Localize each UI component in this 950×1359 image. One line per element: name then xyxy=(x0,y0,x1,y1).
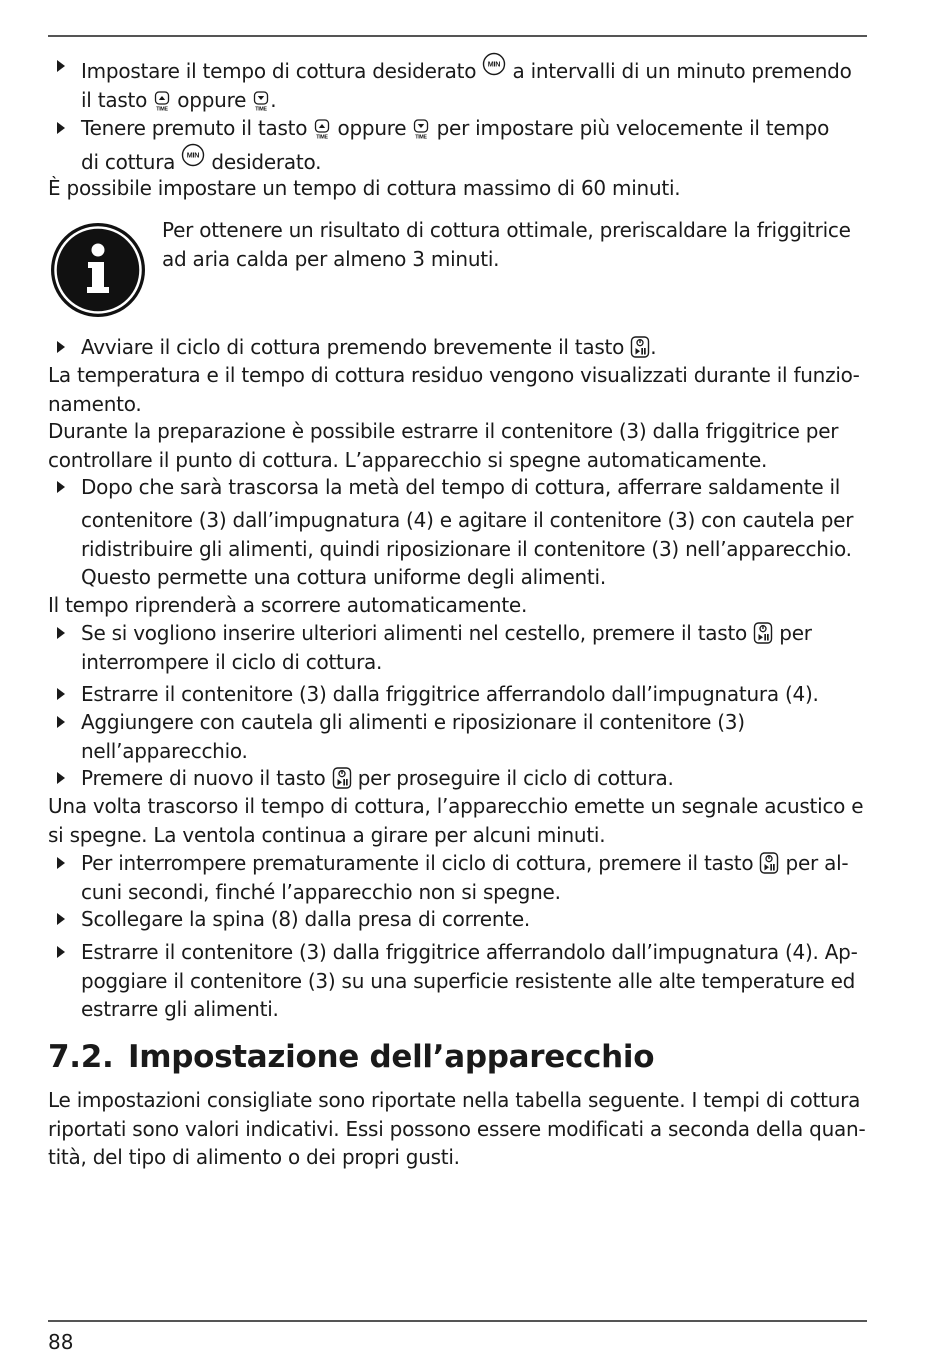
bullet-half-time-rest: contenitore (3) dall’impugnatura (4) e agitare il contenitore (3) con cautela per ridistribuire gli alimenti, quindi riposizionare il contenitore (3) nell’apparecchio. Questo permette una cottura uniforme degli alimenti. xyxy=(81,508,854,589)
max-time-text: È possibile impostare un tempo di cottura massimo di 60 minuti. xyxy=(48,176,681,200)
time-up-button-icon xyxy=(153,91,171,111)
bullet-start-cycle: Avviare il ciclo di cottura premendo brevemente il tasto . xyxy=(48,333,870,362)
start-pause-button-icon xyxy=(753,622,773,644)
page-number: 88 xyxy=(48,1330,74,1354)
section-heading xyxy=(48,1037,654,1077)
time-down-button-icon xyxy=(412,119,430,139)
info-note: Per ottenere un risultato di cottura ottimale, preriscaldare la friggitrice ad aria calda per almeno 3 minuti. xyxy=(162,218,851,271)
bullet-arrow-icon xyxy=(57,857,65,869)
section-title: Impostazione dell’apparecchio xyxy=(128,1039,655,1075)
time-down-button-icon xyxy=(252,91,270,111)
bullet-arrow-icon xyxy=(57,946,65,958)
bullet-press-again: Premere di nuovo il tasto per proseguire il ciclo di cottura. xyxy=(48,764,870,793)
bullet-arrow-icon xyxy=(57,772,65,784)
bullet-hold-time: Tenere premuto il tasto oppure per impostare più velocemente il tempo di cottura desiderato. xyxy=(48,114,870,176)
bullet-arrow-icon xyxy=(57,60,65,72)
bullet-extract-container: Estrarre il contenitore (3) dalla friggitrice afferrandolo dall’impugnatura (4). xyxy=(48,680,870,709)
top-rule xyxy=(48,35,867,37)
info-icon xyxy=(49,221,147,319)
bullet-add-food: Se si vogliono inserire ulteriori alimenti nel cestello, premere il tasto per interrompere il ciclo di cottura. xyxy=(48,619,870,676)
display-paragraph: La temperatura e il tempo di cottura residuo vengono visualizzati durante il funzionamento. xyxy=(48,363,860,416)
bullet-final-extract: Estrarre il contenitore (3) dalla friggitrice afferrandolo dall’impugnatura (4). Appoggiare il contenitore (3) su una superficie resistente alle alte temperature ed estrarre gli alimenti. xyxy=(48,938,870,1024)
section-intro: Le impostazioni consigliate sono riportate nella tabella seguente. I tempi di cottura riportati sono valori indicativi. Essi possono essere modificati a seconda della quantità, del tipo di alimento o dei propri gusti. xyxy=(48,1088,866,1169)
bullet-arrow-icon xyxy=(57,341,65,353)
during-paragraph: Durante la preparazione è possibile estrarre il contenitore (3) dalla friggitrice per controllare il punto di cottura. L’apparecchio si spegne automaticamente. xyxy=(48,419,839,472)
bullet-add-carefully: Aggiungere con cautela gli alimenti e riposizionare il contenitore (3) nell’apparecchio. xyxy=(48,708,870,765)
bullet-arrow-icon xyxy=(57,688,65,700)
bullet-arrow-icon xyxy=(57,627,65,639)
bullet-half-time-line1: Dopo che sarà trascorsa la metà del tempo di cottura, afferrare saldamente il xyxy=(48,473,870,502)
time-up-button-icon xyxy=(313,119,331,139)
min-button-icon xyxy=(181,143,205,167)
section-number: 7.2. xyxy=(48,1039,114,1075)
bullet-arrow-icon xyxy=(57,913,65,925)
bullet-arrow-icon xyxy=(57,122,65,134)
start-pause-button-icon xyxy=(759,852,779,874)
start-pause-button-icon xyxy=(630,336,650,358)
bullet-unplug: Scollegare la spina (8) dalla presa di corrente. xyxy=(48,905,870,934)
start-pause-button-icon xyxy=(332,767,352,789)
min-button-icon xyxy=(482,52,506,76)
resume-paragraph: Il tempo riprenderà a scorrere automaticamente. xyxy=(48,593,528,617)
bullet-interrupt: Per interrompere prematuramente il ciclo di cottura, premere il tasto per alcuni secondi, finché l’apparecchio non si spegne. xyxy=(48,849,870,906)
bullet-arrow-icon xyxy=(57,481,65,493)
bullet-set-time: Impostare il tempo di cottura desiderato a intervalli di un minuto premendo il tasto oppure . xyxy=(48,52,870,114)
bullet-arrow-icon xyxy=(57,716,65,728)
end-paragraph: Una volta trascorso il tempo di cottura, l’apparecchio emette un segnale acustico e si spegne. La ventola continua a girare per alcuni minuti. xyxy=(48,794,864,847)
bottom-rule xyxy=(48,1320,867,1322)
